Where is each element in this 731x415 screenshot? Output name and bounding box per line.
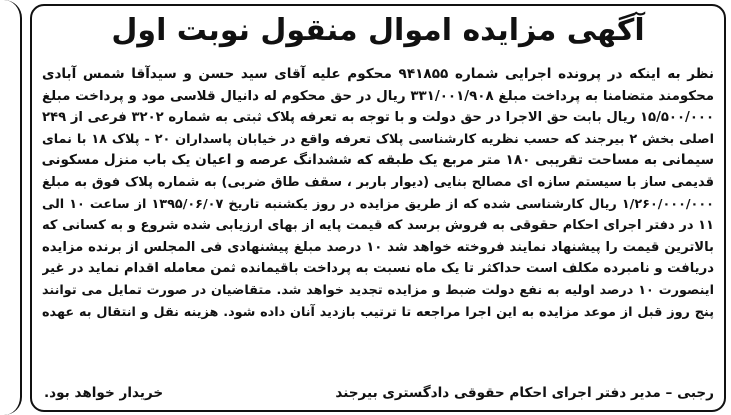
body-line: بالاترین قیمت را پیشنهاد نمایند فروخته خواهد شد ۱۰ درصد مبلغ پیشنهادی فی المجلس از برنده مزایده — [42, 239, 714, 255]
body-line: نظر به اینکه در پرونده اجرایی شماره ۹۴۱۸۵۵ محکوم علیه آقای سید حسن و سیدآقا شمس آبادی — [42, 66, 714, 82]
body-line: محکومند متضامنا به پرداخت مبلغ ۳۳۱/۰۰۱/۹۰۸ ریال در حق محکوم له دانیال قلاسی مود و پرداخت مبلغ — [42, 88, 714, 104]
body-line: دریافت و نامبرده مکلف است حداکثر تا یک ماه نسبت به پرداخت باقیمانده ثمن معامله اقدام نماید در غیر — [42, 261, 714, 277]
notice-body — [42, 64, 714, 323]
signature: رجبی – مدیر دفتر اجرای احکام حقوقی دادگستری بیرجند — [335, 385, 714, 401]
adjacent-ad-border — [0, 0, 22, 415]
body-line: ۱۵/۵۰۰/۰۰۰ ریال بابت حق الاجرا در حق دولت و با توجه به تعرفه پلاک ثبتی به شماره ۳۲۰۲ فرعی از ۲۴۹ — [42, 110, 714, 126]
body-line: اینصورت ۱۰ درصد اولیه به نفع دولت ضبط و مزایده تجدید خواهد شد. متقاضیان در صورت تمایل می توانند — [42, 282, 714, 298]
body-line: پنج روز قبل از موعد مزایده به این اجرا مراجعه تا ترتیب بازدید آنان داده شود. هزینه نقل و انتقال به عهده — [42, 304, 714, 320]
notice-frame — [30, 4, 726, 412]
body-line: ۱۱ در دفتر اجرای احکام حقوقی به فروش برسد که قیمت پایه از بهای ارزیابی شده شروع و به کسانی که — [42, 218, 714, 234]
body-line: ۱/۲۶۰/۰۰۰/۰۰۰ ریال کارشناسی شده که از طریق مزایده در روز یکشنبه تاریخ ۱۳۹۵/۰۶/۰۷ از ساعت ۱۰ الی — [42, 196, 714, 212]
body-last-line: خریدار خواهد بود. — [44, 385, 164, 401]
body-line: اصلی بخش ۲ بیرجند که حسب نظریه کارشناسی پلاک تعرفه واقع در خیابان پاسداران ۲۰ - پلاک ۱۸ با نمای — [42, 131, 714, 147]
notice-title: آگهی مزایده اموال منقول نوبت اول — [111, 13, 645, 48]
body-line: قدیمی ساز با سیستم سازه ای مصالح بنایی (دیوار باربر ، سقف طاق ضربی) به شماره پلاک فوق به مبلغ — [42, 174, 714, 190]
body-line: سیمانی به مساحت تقریبی ۱۸۰ متر مربع یک طبقه که ششدانگ عرصه و اعیان یک باب منزل مسکونی — [42, 152, 714, 169]
